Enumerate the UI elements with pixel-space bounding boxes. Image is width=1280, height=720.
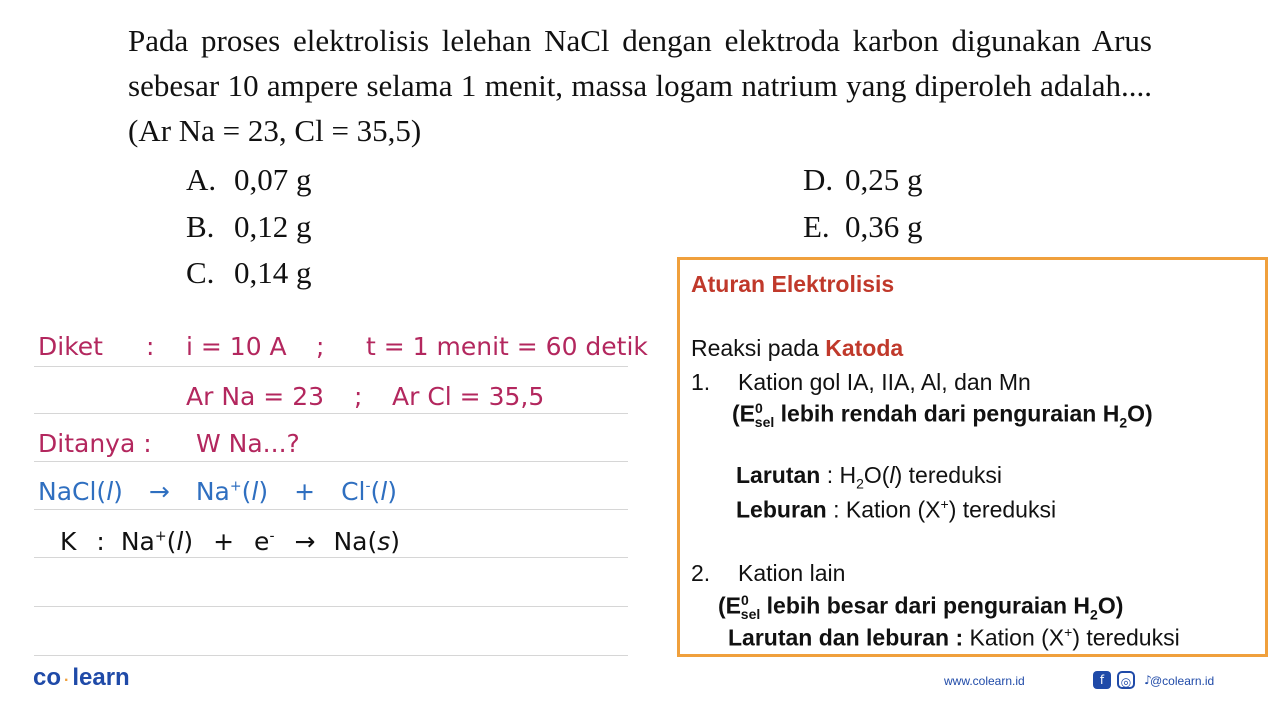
rule-1-larutan: Larutan : $H_2O(l)$ tereduksi bbox=[736, 462, 1002, 492]
option-letter: D. bbox=[803, 162, 834, 197]
ruled-line bbox=[34, 606, 628, 607]
arrow-icon: → bbox=[294, 527, 316, 556]
option-value: 0,25 g bbox=[845, 162, 923, 197]
option-d bbox=[803, 160, 923, 200]
option-a bbox=[186, 160, 312, 200]
instagram-icon[interactable]: ◎ bbox=[1117, 671, 1135, 689]
colearn-logo: co · learn bbox=[33, 664, 130, 691]
separator: ; bbox=[316, 332, 325, 361]
option-c bbox=[186, 253, 312, 293]
question-text: Pada proses elektrolisis lelehan NaCl dengan elektroda karbon digunakan Arus sebesar 10 ampere selama 1 menit, massa logam natrium yang diperoleh adalah.... (Ar Na = 23, Cl = 35,5) bbox=[128, 23, 1152, 148]
option-value: 0,12 g bbox=[234, 209, 312, 244]
option-value: 0,36 g bbox=[845, 209, 923, 244]
option-value: 0,07 g bbox=[234, 162, 312, 197]
ar-cl: Ar Cl = 35,5 bbox=[392, 382, 545, 411]
ruled-line bbox=[34, 655, 628, 656]
option-letter: B. bbox=[186, 209, 215, 244]
ruled-line bbox=[34, 366, 628, 367]
rule-2-text: Kation lain bbox=[738, 560, 846, 586]
diket-label: Diket bbox=[38, 332, 103, 361]
social-handle: @colearn.id bbox=[1150, 674, 1215, 688]
facebook-icon[interactable]: f bbox=[1093, 671, 1111, 689]
option-e bbox=[803, 207, 923, 247]
ruled-line bbox=[34, 557, 628, 558]
option-value: 0,14 g bbox=[234, 255, 312, 290]
arrow-icon: → bbox=[148, 477, 170, 506]
option-letter: A. bbox=[186, 162, 217, 197]
reaction-heading: Reaksi pada Katoda bbox=[691, 335, 904, 361]
ditanya-label: Ditanya : bbox=[38, 429, 152, 458]
time-value: t = 1 menit = 60 detik bbox=[366, 332, 648, 361]
rule-2-result: Larutan dan leburan : Kation (X+) tereduksi bbox=[728, 624, 1180, 651]
rule-2-number: 2. bbox=[691, 560, 711, 586]
ruled-line bbox=[34, 509, 628, 510]
option-letter: C. bbox=[186, 255, 215, 290]
ruled-line bbox=[34, 461, 628, 462]
current-value: i = 10 A bbox=[186, 332, 287, 361]
asked-value: W Na...? bbox=[196, 429, 300, 458]
rule-1-leburan: Leburan : Kation (X+) tereduksi bbox=[736, 496, 1057, 523]
diket-colon: : bbox=[146, 332, 155, 361]
rule-1-condition: ($E^0_{sel}$ lebih rendah dari penguraian $H_2O$) bbox=[732, 400, 1153, 431]
cathode-reaction: K : Na+(l) + e- → Na(s) bbox=[60, 527, 401, 556]
box-title: Aturan Elektrolisis bbox=[691, 271, 895, 297]
separator: ; bbox=[354, 382, 363, 411]
website-link[interactable]: www.colearn.id bbox=[944, 674, 1025, 688]
rule-1-text: Kation gol IA, IIA, Al, dan Mn bbox=[738, 369, 1031, 395]
ar-na: Ar Na = 23 bbox=[186, 382, 325, 411]
rule-2-condition: ($E^0_{sel}$ lebih besar dari penguraian $H_2O$) bbox=[718, 592, 1124, 623]
option-b bbox=[186, 207, 312, 247]
tiktok-icon[interactable]: ♪ bbox=[1144, 673, 1152, 687]
dissociation-reaction: NaCl(l) → Na+(l) + Cl-(l) bbox=[38, 477, 398, 506]
ruled-line bbox=[34, 413, 628, 414]
rules-box bbox=[677, 257, 1268, 657]
option-letter: E. bbox=[803, 209, 830, 244]
rule-1-number: 1. bbox=[691, 369, 711, 395]
